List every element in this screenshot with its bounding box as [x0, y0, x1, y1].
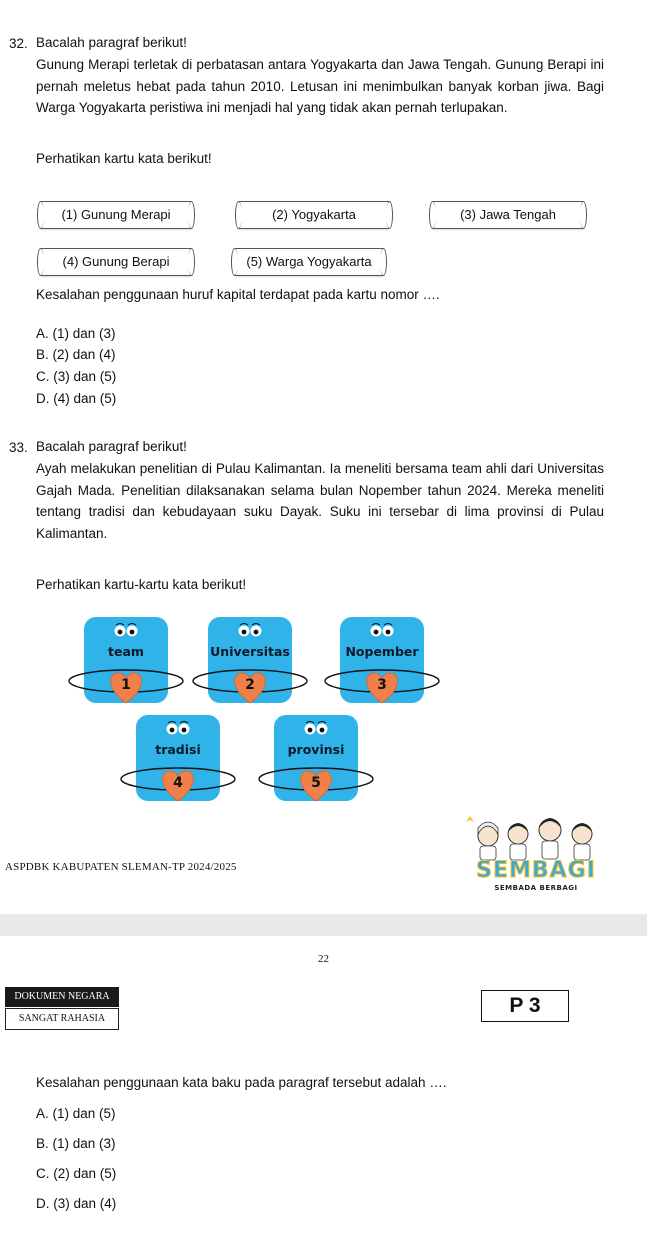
eyes-icon [110, 623, 142, 639]
question-32-text: Kesalahan penggunaan huruf kapital terdapat pada kartu nomor …. [36, 287, 440, 302]
word-card-5: (5) Warga Yogyakarta [234, 248, 384, 276]
character-card-5 [256, 715, 376, 803]
word-card-1: (1) Gunung Merapi [40, 201, 192, 229]
question-33-option-c[interactable]: C. (2) dan (5) [36, 1166, 117, 1181]
stamp-sangat-rahasia: SANGAT RAHASIA [5, 1008, 119, 1030]
word-card-2: (2) Yogyakarta [238, 201, 390, 229]
character-card-4 [118, 715, 238, 803]
character-card-word: team [108, 644, 144, 659]
sembagi-logo [466, 812, 606, 902]
character-card-2 [190, 617, 310, 705]
question-32-option-b[interactable]: B. (2) dan (4) [36, 347, 116, 362]
question-32-option-d[interactable]: D. (4) dan (5) [36, 391, 117, 406]
eyes-icon [366, 623, 398, 639]
question-32-instruction: Bacalah paragraf berikut! [36, 35, 187, 50]
page-separator [0, 914, 647, 936]
question-33-text: Kesalahan penggunaan kata baku pada paragraf tersebut adalah …. [36, 1075, 447, 1090]
question-32-number: 32. [9, 36, 28, 51]
question-33-option-a[interactable]: A. (1) dan (5) [36, 1106, 116, 1121]
question-32-paragraph: Gunung Merapi terletak di perbatasan antara Yogyakarta dan Jawa Tengah. Gunung Berapi ini pernah meletus hebat pada tahun 2010. Letusan ini menimbulkan banyak korban jiwa. Bagi Warga Yogyakarta peristiwa ini menjadi hal yang tidak akan pernah terlupakan. [36, 57, 604, 116]
eyes-icon [162, 721, 194, 737]
character-card-word: tradisi [155, 742, 201, 757]
character-card-number: 2 [245, 677, 255, 693]
character-card-word: provinsi [287, 742, 345, 757]
character-card-number: 5 [311, 775, 321, 791]
character-card-number: 3 [377, 677, 387, 693]
eyes-icon [234, 623, 266, 639]
question-33-instruction: Bacalah paragraf berikut! [36, 439, 187, 454]
question-33-paragraph: Ayah melakukan penelitian di Pulau Kalimantan. Ia meneliti bersama team ahli dari Universitas Gajah Mada. Penelitian dilaksanakan selama bulan Nopember tahun 2024. Mereka meneliti tentang tradisi dan kebudayaan suku Dayak. Suku ini tersebar di lima provinsi di Pulau Kalimantan. [36, 461, 604, 541]
logo-title: SEMBAGI [476, 858, 596, 883]
eyes-icon [300, 721, 332, 737]
stamp-document-negara: DOKUMEN NEGARA [5, 987, 119, 1007]
character-card-1 [66, 617, 186, 705]
word-card-3: (3) Jawa Tengah [432, 201, 584, 229]
question-33-option-b[interactable]: B. (1) dan (3) [36, 1136, 116, 1151]
word-card-4: (4) Gunung Berapi [40, 248, 192, 276]
packet-code-box: P 3 [481, 990, 569, 1022]
question-33-cards-instruction: Perhatikan kartu-kartu kata berikut! [36, 577, 247, 592]
character-card-word: Universitas [210, 644, 290, 659]
question-32-option-a[interactable]: A. (1) dan (3) [36, 326, 116, 341]
character-card-number: 4 [173, 775, 183, 791]
character-card-3 [322, 617, 442, 705]
question-32-option-c[interactable]: C. (3) dan (5) [36, 369, 117, 384]
question-33-number: 33. [9, 440, 28, 455]
character-card-number: 1 [121, 677, 131, 693]
footer-exam-title: ASPDBK KABUPATEN SLEMAN-TP 2024/2025 [5, 861, 237, 873]
page-number: 22 [318, 953, 329, 965]
logo-subtitle: SEMBADA BERBAGI [494, 884, 578, 892]
question-33-option-d[interactable]: D. (3) dan (4) [36, 1196, 117, 1211]
question-32-cards-instruction: Perhatikan kartu kata berikut! [36, 151, 212, 166]
character-card-word: Nopember [345, 644, 419, 659]
